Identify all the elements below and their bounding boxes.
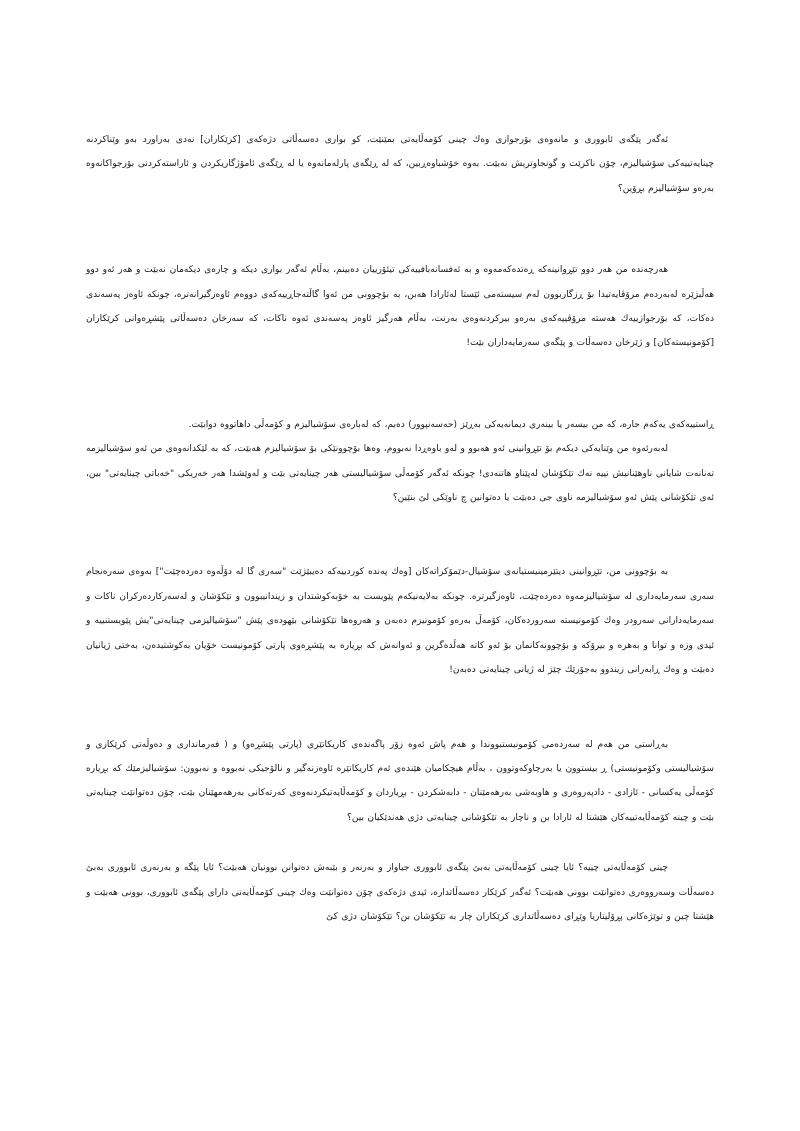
paragraph-1: ئەگەر پێگەی ئابووری و مانەوەی بۆرجوازی وەك چینی كۆمەڵایەتی بمێنێت، كو بواری دەسەڵاتی دژەكەی [كرێكاران] نەدی بەراورد بەو وێناكردنە چینایەتییەكی سۆشیالیزم، چۆن ناكرێت و گونجاوتریش نەبێت. بەوە خۆشباوەڕبین، كە لە ڕێگەی پارلەمانەوە یا لە ڕێگەی ئامۆژگاریكردن و ئاراستەكردنی بۆرجواكانەوە بەرەو سۆشیالیزم بڕۆین؟	[86, 135, 714, 194]
paragraph-gap-1	[86, 201, 714, 258]
paragraph-gap-3	[86, 510, 714, 560]
paragraph-5: بەڕاستی من هەم لە سەردەمی كۆمونیستبووندا و هەم پاش ئەوە زۆر پاگەندەی كاریكاتێری (پارتی پێشڕەو) و ( فەرماندارى و دەوڵەتی كرێكاری و سۆشیالیستی وكۆمونیستی) ڕ بیستوون یا بەرچاوكەوتوون ، بەڵام هیچكامیان هێندەی ئەم كاریكاتێرە ئاوەزنەگیر و نالۆجیكی نەبووە و نەبوون: سۆشیالیزمێك كە بڕیارە كۆمەڵی یەكسانی - ئازادی - دادپەروەری و هاوبەشی بەرهەمێنان - دابەشكردن - بڕیاردان و كۆمەڵایەتیكردنەوەی كەرتەكانی بەرهەمهێنان بێت، چۆن دەتوانێت چینایەتی بێت و چینە كۆمەڵایەتییەكان هێشتا لە ئارادا بن و ناچار بە تێكۆشانی چینایەتی دژی هەندێكیان بین؟	[86, 739, 714, 823]
paragraph-6: چینی كۆمەڵایەتی چییە؟ ئایا چینی كۆمەڵایەتی بەبێ پێگەی ئابووری جیاواز و بەرنەر و بێبەش دەتوانن بوونیان هەبێت؟ ئایا پێگە و بەرنەری ئابووری بەبێ دەسەڵات وسەرووەری دەتوانێت بوونی هەبێت؟ ئەگەر كرێكار دەسەڵاتدارە، ئیدی دژەكەی چۆن دەتوانێت وەك چینی كۆمەڵایەتی دارای پێگەی ئابووری، بوونی هەبێت و هێشتا چین و توێژەكانی پڕۆلیتاریا وێڕای دەسەڵاتداری كرێكاران چار بە تێكۆشان بن؟ تێكۆشان دژی كێ	[86, 863, 714, 922]
paragraph-2: هەرچەندە من هەر دوو تێڕوانینەكە ڕەتدەكەمەوە و بە ئەفسانەبافییەكی تیئۆرییان دەبینم، بەڵام ئەگەر بواری دیكە و چارەی دیكەمان نەبێت و هەر ئەو دوو هەڵبژێرە لەبەردەم مرۆڤایەتیدا بۆ ڕزگاربوون لەم سیستەمی ئێستا لەئارادا هەبن، بە بۆچوونی من ئەوا گاڵتەجاڕییەكەی دووەم ئاوەزگیرانەترە، چونكە ئاوەز پەسەندی دەكات، كە بۆرجوازییەك هەستە مرۆڤییەكەی بەرەو بیركردنەوەی بەرنت، بەڵام هەرگیز ئاوەز پەسەندی ئەوە ناكات، كە سەرخان دەسەڵاتی پێشڕەوانی كرێكاران [كۆمونیستەكان] و ژێرخان دەسەڵات و پێگەی سەرمایەداران بێت!	[86, 265, 714, 349]
paragraph-4: بە بۆچوونی من، تێڕوانینی دیتێرمینیستیانەی سۆشیال-دێمۆكراتەكان [وەك پەندە كوردییەكە دەیبێژێت "سەری گا لە دۆڵەوە دەردەچێت"] بەوەی سەرەنجام سەری سەرمایەداری لە سۆشیالیزمەوە دەردەچێت، ئاوەزگیرترە. چونكە بەلایەنیكەم پێویست بە خۆبەكوشتدان و زیندانیبوون و تێكۆشان و لەسەركاردەركران ناكات و سەرمایەدارانی سەرودر وەك كۆمونیستە سەروردەكان، كۆمەڵ بەرەو كۆمونیزم دەبەن و هەروەها تێكۆشانی بێهودەی پێش "سۆشیالیزمی چینایەتی"یش پێویستنییە و ئیدی وزە و توانا و بەهرە و بیرۆكە و بۆچوونەكانمان بۆ ئەو كاتە هەڵدەگرین و ئەوانەش كە بڕیارە بە پێشڕەوی پارتی كۆمونیست خۆیان بەكوشتبدەن، بەختی ژیانیان دەبێت و وەك ڕابەرانی زیندوو بەجۆرێك چێژ لە ژیانی چینایەتی دەبەن!	[86, 567, 714, 676]
paragraph-gap-4	[86, 683, 714, 733]
paragraph-gap-5	[86, 830, 714, 856]
paragraph-3-continued: لەبەرئەوە من وێنایەكی دیكەم بۆ تێڕوانینی ئەو هەبوو و لەو باوەڕدا نەبووم، وەها بۆچوونێكی بۆ سۆشیالیزم هەبێت، كە بە لێكدانەوەی من ئەو سۆشیالیزمە تەنانەت شایانی ناوهێنانیش نییە نەك تێكۆشان لەپێناو هاتنەدی! چونكە ئەگەر كۆمەڵی سۆشیالیستی هەر چینایەتی بێت و لەوێشدا هەر خەریكی "خەباتی چینایەتی" بین، ئەی تێكۆشانی پێش ئەو سۆشیالیزمە ناوی جی دەبێت یا دەتوانین چ ناوێكی لێ بنێین؟	[86, 444, 714, 504]
paragraph-3: ڕاستییەكەی یەكەم جارە، كە من بیسەر یا بینەری دیمانەیەكی بەڕێز (حەسەنپوور) دەبم، كە لەبارەی سۆشیالیزم و كۆمەڵی داهاتووە دوابێت.	[188, 419, 714, 430]
paragraph-gap-2	[86, 356, 714, 413]
document-text-body	[86, 128, 714, 929]
